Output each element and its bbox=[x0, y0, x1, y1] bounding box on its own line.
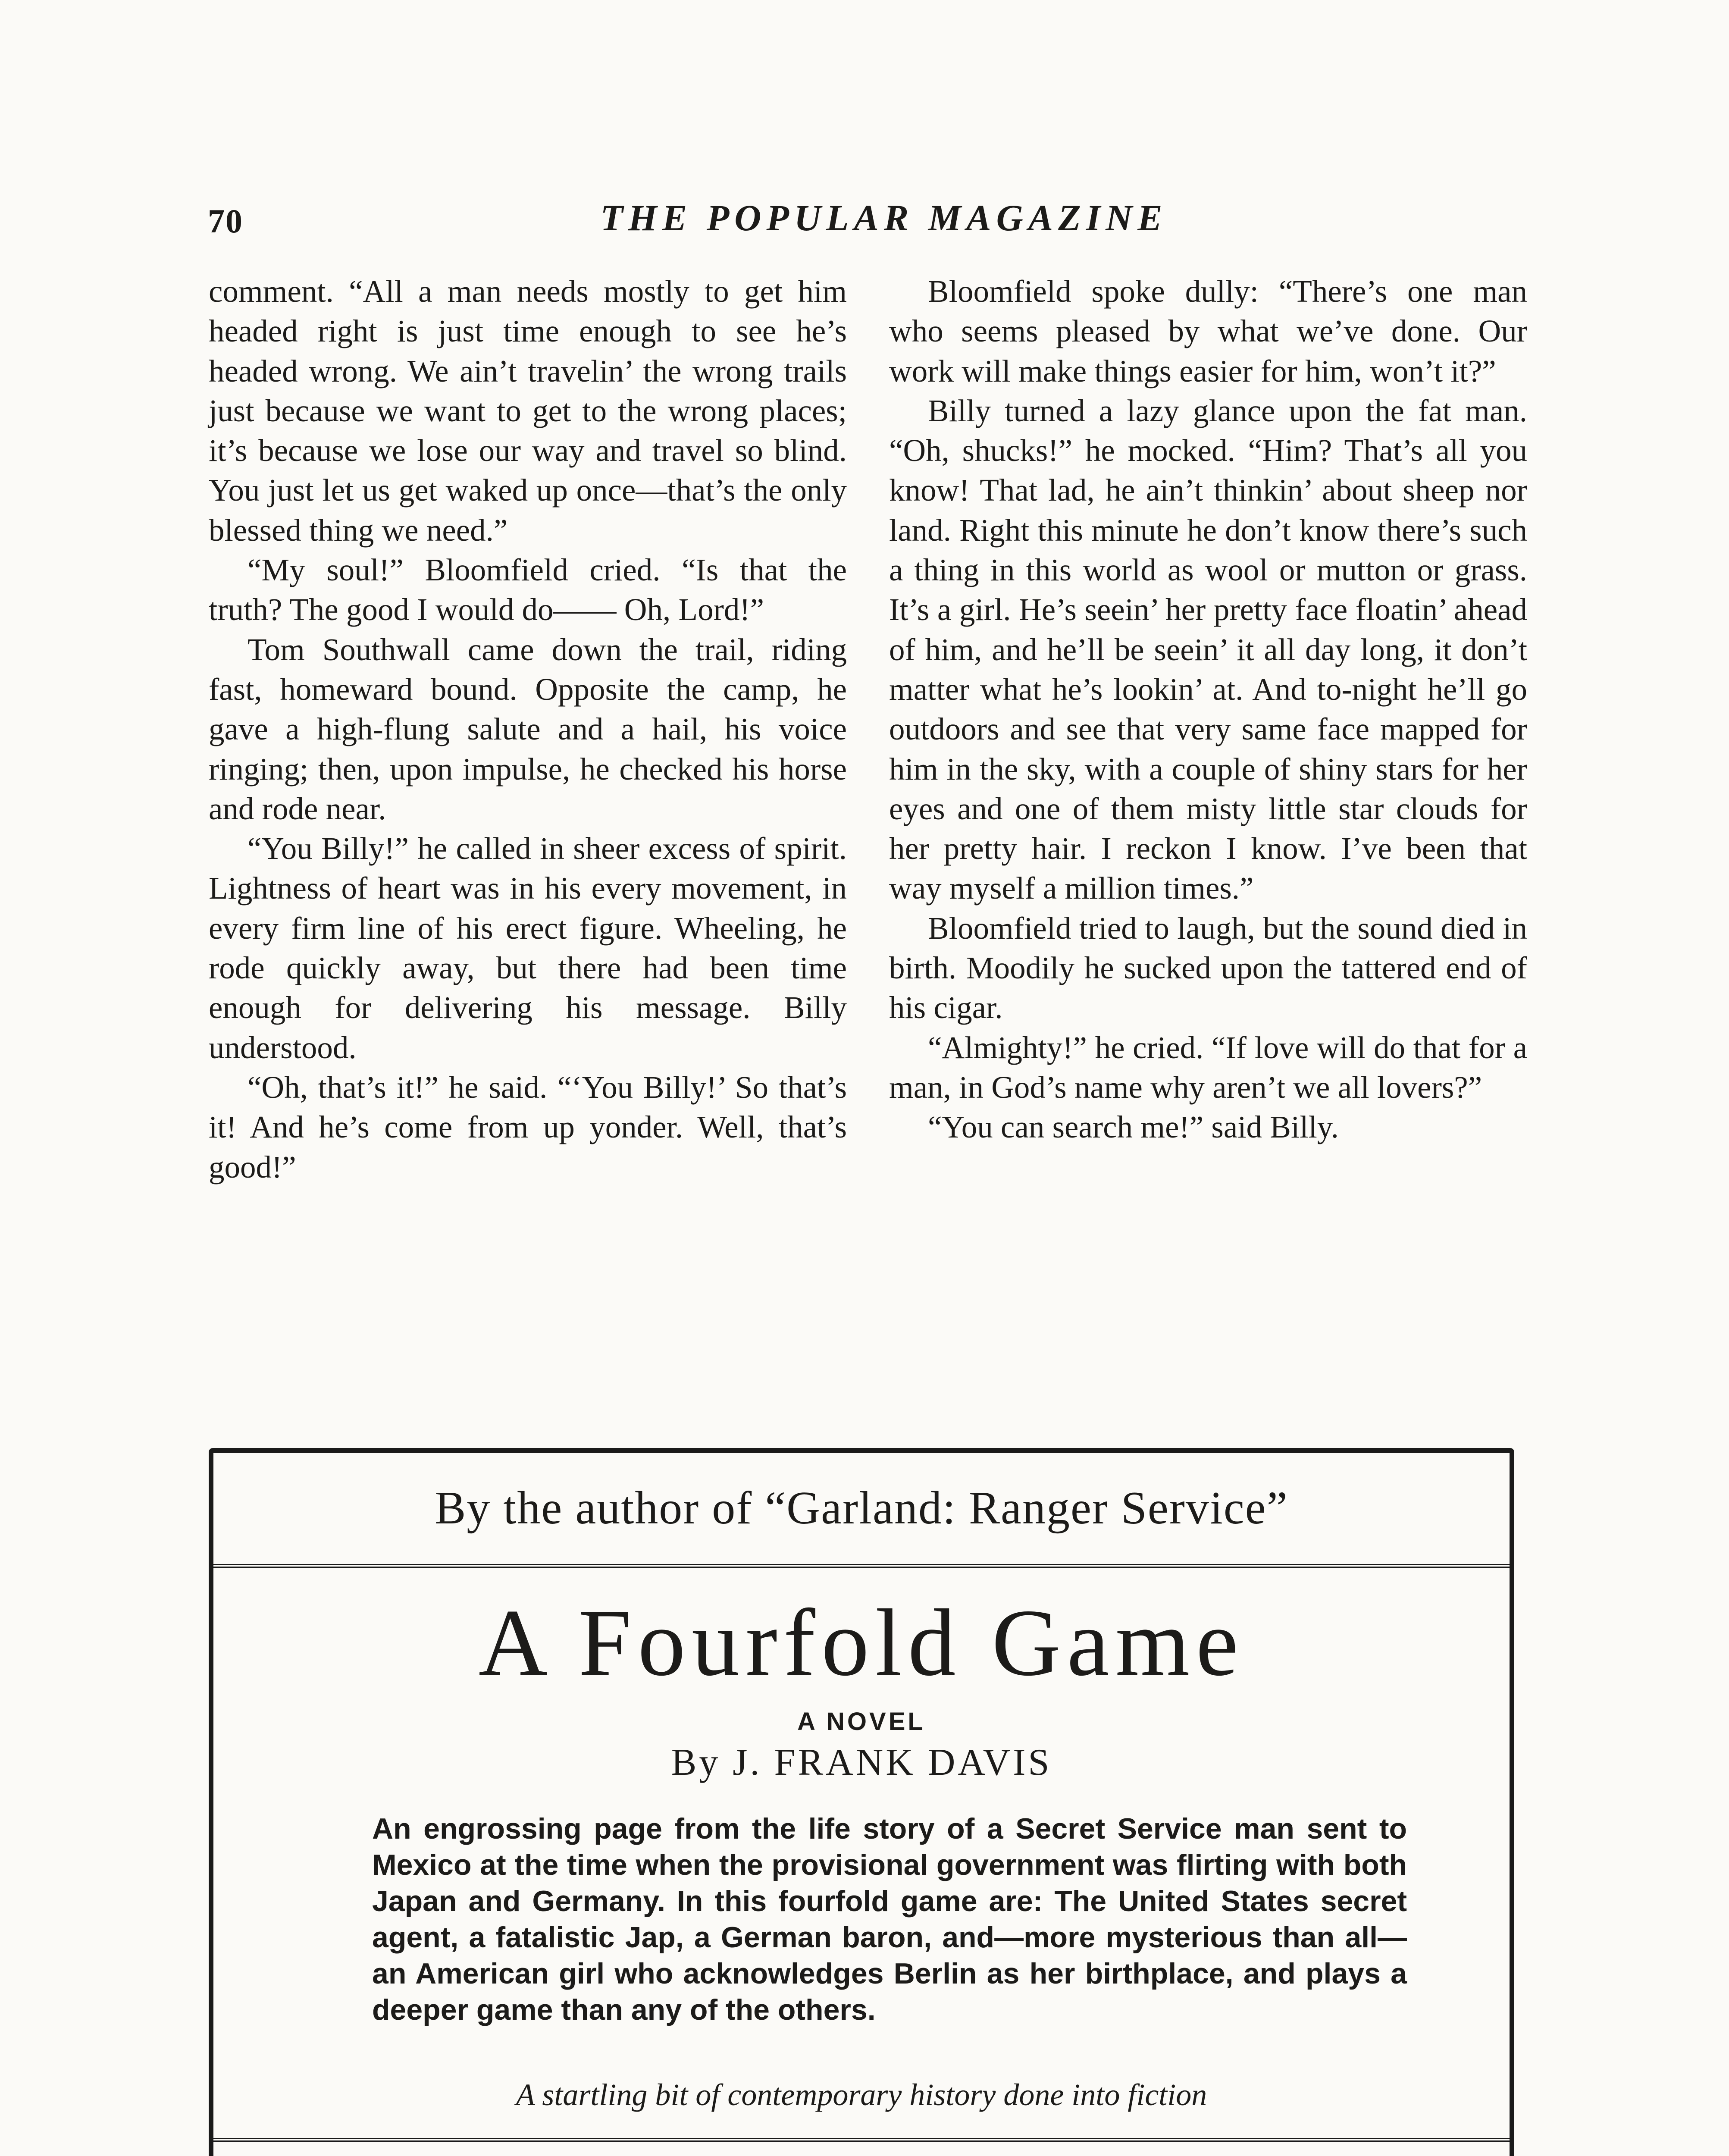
story-column-right bbox=[889, 272, 1527, 1147]
running-head: THE POPULAR MAGAZINE bbox=[600, 197, 1168, 238]
paragraph: “You can search me!” said Billy. bbox=[928, 1109, 1339, 1145]
ad-title: A Fourfold Game bbox=[478, 1590, 1245, 1696]
paragraph: Tom Southwall came down the trail, riding fast, homeward bound. Opposite the camp, he gave a high-flung salute and a hail, his voice ringing; then, upon impulse, he checked his horse and rode near. bbox=[209, 632, 847, 826]
ad-author: By J. FRANK DAVIS bbox=[671, 1742, 1052, 1783]
paragraph: Bloomfield tried to laugh, but the sound died in birth. Moodily he sucked upon the tattered end of his cigar. bbox=[889, 910, 1527, 1025]
paragraph: comment. “All a man needs mostly to get him headed right is just time enough to see he’s headed wrong. We ain’t travelin’ the wrong trails just because we want to get to the wrong places; it’s because we lose our way and travel so blind. You just let us get waked up once—that’s the only blessed thing we need.” bbox=[209, 274, 847, 548]
ad-description: An engrossing page from the life story of a Secret Service man sent to Mexico at the time when the provisional government was flirting with both Japan and Germany. In this fourfold game are: The United States secret agent, a fatalistic Jap, a German baron, and—more mysterious than all—an American girl who acknowledges Berlin as her birthplace, and plays a deeper game than any of the others. bbox=[372, 1812, 1407, 2026]
advertisement-box bbox=[209, 1448, 1514, 2156]
paragraph: “Almighty!” he cried. “If love will do that for a man, in God’s name why aren’t we all lovers?” bbox=[889, 1030, 1527, 1105]
ad-top-line: By the author of “Garland: Ranger Service” bbox=[213, 1453, 1510, 1568]
paragraph: “My soul!” Bloomfield cried. “Is that the truth? The good I would do—— Oh, Lord!” bbox=[209, 552, 847, 627]
paragraph: Bloomfield spoke dully: “There’s one man who seems pleased by what we’ve done. Our work will make things easier for him, won’t it?” bbox=[889, 274, 1527, 389]
ad-subtitle: A NOVEL bbox=[797, 1708, 926, 1736]
ad-bottom-line bbox=[213, 2138, 1510, 2156]
paragraph: Billy turned a lazy glance upon the fat man. “Oh, shucks!” he mocked. “Him? That’s all you know! That lad, he ain’t thinkin’ about sheep nor land. Right this minute he don’t know there’s such a thing in this world as wool or mutton or grass. It’s a girl. He’s seein’ her pretty face floatin’ ahead of him, and he’ll be seein’ it all day long, it don’t matter what he’s lookin’ at. And to-night he’ll go outdoors and see that very same face mapped for him in the sky, with a couple of shiny stars for her eyes and one of them misty little star clouds for her pretty hair. I reckon I know. I’ve been that way myself a million times.” bbox=[889, 393, 1527, 906]
page-number: 70 bbox=[208, 202, 243, 240]
ad-tagline: A startling bit of contemporary history done into fiction bbox=[516, 2078, 1207, 2112]
paragraph: “You Billy!” he called in sheer excess of spirit. Lightness of heart was in his every movement, in every firm line of his erect figure. Wheeling, he rode quickly away, but there had been time enough for delivering his message. Billy understood. bbox=[209, 831, 847, 1065]
story-column-left bbox=[209, 272, 847, 1187]
paragraph: “Oh, that’s it!” he said. “‘You Billy!’ So that’s it! And he’s come from up yonder. Well, that’s good!” bbox=[209, 1069, 847, 1185]
